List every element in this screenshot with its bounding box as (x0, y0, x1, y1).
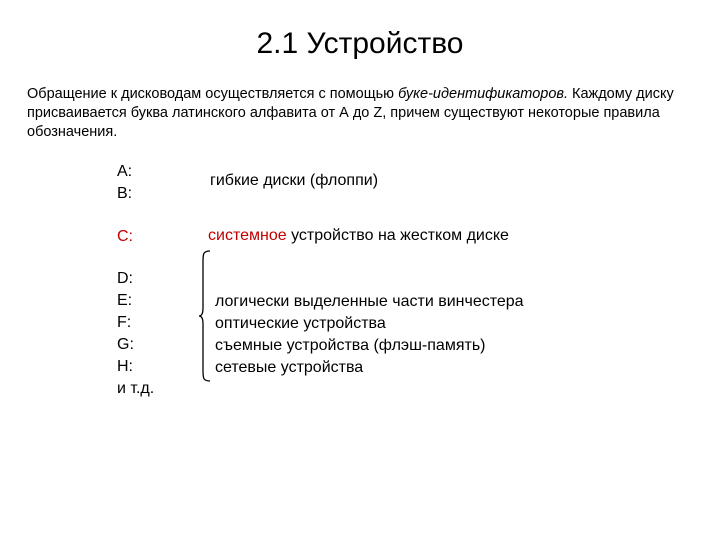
list-descriptions (215, 291, 524, 379)
description-network-devices: сетевые устройства (215, 359, 364, 376)
intro-text-italic: буке-идентификаторов. (398, 86, 568, 102)
letter-a: А: (117, 163, 133, 180)
letter-c: С: (117, 228, 133, 245)
intro-text-part2: Каждому диску присваивается буква латинского алфавита от А до Z, причем существуют некоторые правила обозначения. (27, 86, 674, 140)
description-removable-devices: съемные устройства (флэш-память) (215, 337, 486, 354)
letter-g: G: (117, 336, 134, 353)
letter-b: В: (117, 185, 133, 202)
system-disk-description (208, 225, 509, 247)
intro-text-part1: Обращение к дисководам осуществляется с помощью (27, 86, 399, 102)
system-description-rest: устройство на жестком диске (286, 227, 509, 244)
letter-f: F: (117, 314, 132, 331)
slide-title: 2.1 Устройство (256, 27, 464, 60)
letter-etc: и т.д. (117, 380, 155, 397)
letters-d-h (117, 268, 154, 400)
letter-h: H: (117, 358, 133, 375)
letter-e: E: (117, 292, 133, 309)
system-highlight: системное (208, 227, 287, 244)
letters-ab (117, 161, 132, 205)
description-optical-devices: оптические устройства (215, 315, 386, 332)
letter-d: D: (117, 270, 133, 287)
floppy-description: гибкие диски (флоппи) (210, 172, 379, 189)
description-logical-partitions: логически выделенные части винчестера (215, 293, 524, 310)
intro-paragraph (27, 85, 707, 142)
curly-brace-icon (198, 250, 212, 382)
